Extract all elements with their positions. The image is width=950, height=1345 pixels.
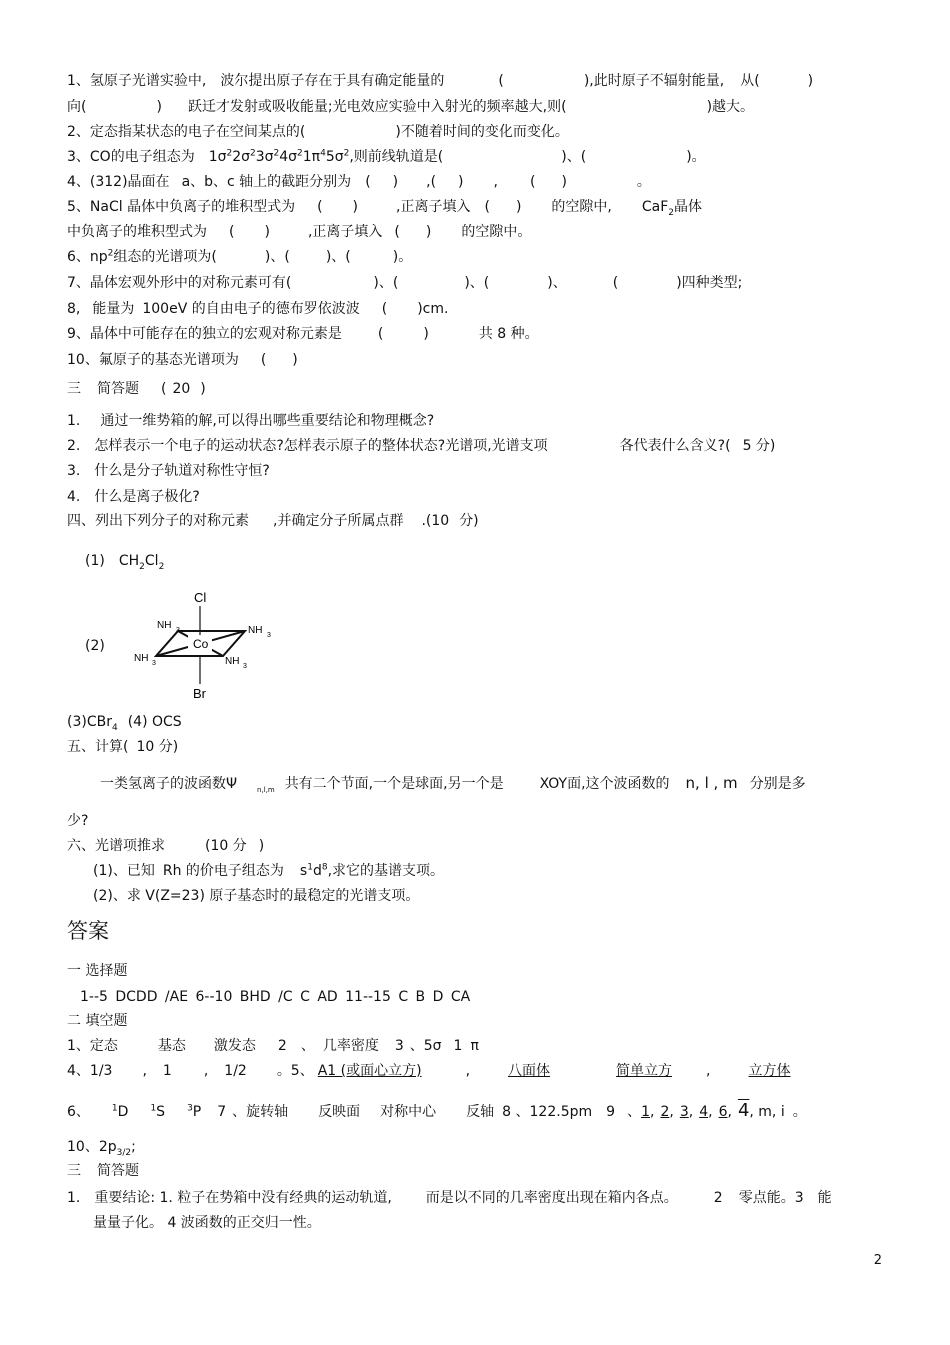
text: 几率密度: [322, 1038, 379, 1054]
text: 、5σ: [409, 1038, 442, 1054]
fill-q7: [67, 274, 742, 292]
text: ,: [142, 1063, 147, 1079]
text: ): [425, 224, 432, 240]
text: 各代表什么含义?(: [619, 438, 731, 454]
text: 一 选择题: [67, 963, 128, 979]
text: D: [117, 1104, 129, 1120]
text: 2、定态指某状态的电子在空间某点的(: [67, 124, 306, 140]
text: 3: [679, 1104, 689, 1120]
fill-q3: [67, 148, 706, 166]
text: ,: [493, 174, 498, 190]
text: 重要结论: 1. 粒子在势箱中没有经典的运动轨道,: [94, 1190, 392, 1206]
answers-s3-title: [67, 1162, 139, 1180]
text: 分): [459, 513, 479, 529]
sup: 2: [297, 148, 303, 159]
text: 8,: [67, 301, 81, 317]
text: 立方体: [748, 1063, 791, 1079]
text: 反轴: [466, 1104, 495, 1120]
text: 1: [453, 1038, 463, 1054]
text: )、(: [325, 249, 351, 265]
text: 对称中心: [380, 1104, 437, 1120]
fill-q10: [67, 351, 298, 369]
text: (: [377, 326, 384, 342]
text: )。: [392, 249, 413, 265]
text: 跃迁才发射或吸收能量;光电效应实验中入射光的频率越大,则(: [187, 99, 567, 115]
text: n, l , m: [685, 774, 738, 792]
text: (1)、已知: [93, 863, 155, 879]
sup: 1: [150, 1103, 157, 1114]
text: 三: [67, 381, 81, 397]
text: 5 分): [742, 438, 776, 454]
text: 9、晶体中可能存在的独立的宏观对称元素是: [67, 326, 342, 342]
section4-title: [67, 512, 479, 530]
text: ): [292, 352, 298, 368]
text: 共 8 种。: [478, 326, 539, 342]
text: 零点能。3: [738, 1190, 804, 1206]
text: 1--5 DCDD /AE 6--10 BHD /C C AD 11--15 C B D CA: [80, 989, 471, 1005]
text: 基态: [157, 1038, 186, 1054]
answers-s1-body: [80, 988, 470, 1006]
text: 从(: [740, 73, 760, 89]
fill-q9: [67, 325, 539, 343]
sup: 2: [250, 148, 256, 159]
text: ;: [131, 1139, 136, 1155]
text: 100eV 的自由电子的德布罗依波波: [142, 301, 360, 317]
text: Cl: [144, 553, 159, 569]
text: ,(: [426, 174, 437, 190]
sub: 3: [152, 660, 156, 667]
text: (3)CBr: [67, 714, 112, 730]
text: 9: [606, 1104, 616, 1120]
answers-a10: [67, 1138, 136, 1156]
text: 激发态: [213, 1038, 256, 1054]
text: )越大。: [706, 99, 755, 115]
text: 能: [817, 1190, 832, 1206]
text: ,并确定分子所属点群: [273, 513, 404, 529]
sub: 3/2: [116, 1147, 132, 1158]
answers-s2-title: [67, 1012, 127, 1030]
text: )、: [547, 275, 567, 291]
fill-q2: [67, 123, 569, 141]
text: (: [229, 224, 235, 240]
text: ,: [649, 1104, 655, 1120]
text: 晶体: [674, 199, 703, 215]
text: 。5、: [276, 1063, 314, 1079]
text: P: [192, 1104, 202, 1120]
text: ): [258, 838, 265, 854]
text: (: [529, 174, 536, 190]
sub: 2: [158, 561, 165, 572]
text: 7: [217, 1104, 227, 1120]
text: ,: [465, 1063, 471, 1079]
sup: 8: [321, 862, 328, 873]
text: (: [484, 199, 490, 215]
text: 通过一维势箱的解,可以得出哪些重要结论和物理概念?: [100, 413, 435, 429]
text: 一类氢离子的波函数Ψ: [100, 776, 238, 792]
sup: 1: [111, 1103, 118, 1114]
fill-q5-line2: [67, 223, 531, 241]
text: (: [381, 301, 388, 317]
sub: n,l,m: [257, 785, 275, 794]
text: 、: [300, 1038, 315, 1054]
section5-body-line2: [67, 812, 88, 830]
text: s: [299, 863, 308, 879]
text: 1、氢原子光谱实验中,: [67, 73, 207, 89]
section5-title: [67, 738, 178, 756]
answers-heading: [67, 919, 109, 943]
section3-q3: [67, 462, 270, 480]
octahedral-complex-diagram: [130, 586, 290, 704]
text: 10、2p: [67, 1139, 117, 1155]
text: 四、列出下列分子的对称元素: [67, 513, 249, 529]
text: )四种类型;: [676, 275, 743, 291]
text: S: [156, 1104, 166, 1120]
text: ,: [688, 1104, 694, 1120]
text: XOY面,这个波函数的: [539, 776, 670, 792]
text: Rh 的价电子组态为: [162, 863, 284, 879]
text: 共有二个节面,一个是球面,另一个是: [284, 776, 504, 792]
text: 简答题: [97, 381, 139, 397]
fill-q1-line2: [67, 98, 754, 116]
text: 简答题: [97, 1163, 139, 1179]
text: )。: [686, 149, 706, 165]
text: 4: [699, 1104, 709, 1120]
text: (: [612, 275, 619, 291]
text: ): [561, 174, 567, 190]
text: 4: [737, 1100, 750, 1121]
answers-s3-a1-line2: [93, 1214, 321, 1232]
text: )cm.: [417, 301, 449, 317]
answers-s3-a1-line1: [67, 1189, 832, 1207]
text: ,求它的基谱支项。: [327, 863, 445, 879]
text: .(10: [421, 513, 450, 529]
text: 3σ: [255, 149, 274, 165]
ligand-nh3: NH: [225, 656, 240, 667]
text: )、(: [264, 249, 290, 265]
sub: 3: [267, 632, 271, 639]
text: 4、(312)晶面在: [67, 174, 170, 190]
text: (2)、求 V(Z=23) 原子基态时的最稳定的光谱支项。: [93, 888, 420, 904]
text: ),此时原子不辐射能量,: [583, 73, 725, 89]
text: 答案: [67, 919, 109, 943]
sup: 2: [273, 148, 280, 159]
text: 八面体: [508, 1063, 551, 1079]
text: 量量子化。 4 波函数的正交归一性。: [93, 1215, 321, 1231]
section3-title: [67, 380, 206, 398]
text: A1 (或面心立方): [317, 1063, 422, 1079]
section4-item34: [67, 713, 182, 731]
text: 6、: [67, 1104, 90, 1120]
text: ,正离子填入: [396, 199, 471, 215]
text: 。: [636, 174, 651, 190]
text: (: [394, 224, 400, 240]
text: )、(: [464, 275, 490, 291]
section3-q2: [67, 437, 775, 455]
text: 组态的光谱项为(: [113, 249, 217, 265]
sup: 2: [107, 248, 114, 259]
text: 什么是分子轨道对称性守恒?: [94, 463, 270, 479]
text: 少?: [67, 813, 89, 829]
text: 波尔提出原子存在于具有确定能量的: [220, 73, 445, 89]
text: (4) OCS: [127, 714, 182, 730]
text: ): [156, 99, 162, 115]
ligand-nh3: NH: [248, 625, 263, 636]
text: (: [260, 352, 267, 368]
text: ,: [708, 1104, 713, 1120]
text: 的空隙中,: [551, 199, 612, 215]
text: ): [200, 381, 206, 397]
fill-q8: [67, 300, 448, 318]
section3-q4: [67, 488, 200, 506]
text: ,: [706, 1063, 711, 1079]
section6-title: [67, 837, 264, 855]
text: CH: [118, 553, 140, 569]
section6-q1: [93, 862, 444, 880]
sub: 4: [111, 722, 118, 733]
ligand-nh3: NH: [134, 653, 149, 664]
section6-q2: [93, 887, 419, 905]
text: 反映面: [318, 1104, 361, 1120]
atom-br: Br: [193, 686, 206, 701]
answers-s1-title: [67, 962, 127, 980]
text: 3、CO的电子组态为: [67, 149, 195, 165]
sup: 2: [226, 148, 233, 159]
text: ): [515, 199, 522, 215]
text: ): [458, 174, 464, 190]
text: 而是以不同的几率密度出现在箱内各点。: [425, 1190, 678, 1206]
text: 向(: [67, 99, 87, 115]
text: 2: [713, 1190, 723, 1206]
text: 8 、122.5pm: [502, 1104, 593, 1120]
text: 20: [172, 381, 191, 397]
text: ,: [203, 1063, 209, 1079]
text: ,: [669, 1104, 674, 1120]
text: CaF: [641, 199, 669, 215]
fill-q5-line1: [67, 198, 702, 216]
text: 4σ: [279, 149, 298, 165]
text: 什么是离子极化?: [94, 489, 200, 505]
text: )不随着时间的变化而变化。: [395, 124, 569, 140]
text: ): [352, 199, 359, 215]
section3-q1: [67, 412, 434, 430]
text: 六、光谱项推求: [67, 838, 165, 854]
sub: 3: [176, 627, 180, 634]
text: 4、1/3: [67, 1063, 113, 1079]
text: 3.: [67, 463, 81, 479]
text: ,则前线轨道是(: [349, 149, 444, 165]
text: 5、NaCl 晶体中负离子的堆积型式为: [67, 199, 296, 215]
text: 4.: [67, 489, 81, 505]
text: 6、np: [67, 249, 108, 265]
sup: 2: [343, 148, 350, 159]
text: 10 分): [136, 739, 179, 755]
text: (10 分: [205, 838, 247, 854]
text: 。: [792, 1104, 807, 1120]
sup: 3: [187, 1103, 193, 1114]
sup: 4: [320, 148, 326, 159]
text: ): [807, 73, 814, 89]
text: (2): [85, 638, 105, 654]
fill-q6: [67, 248, 412, 266]
page-number: 2: [873, 1253, 882, 1268]
text: 1、定态: [67, 1038, 118, 1054]
text: d: [312, 863, 322, 879]
text: 1: [162, 1063, 172, 1079]
text: 2.: [67, 438, 81, 454]
atom-cl: Cl: [194, 590, 207, 605]
text: 二 填空题: [67, 1013, 128, 1029]
text: 1.: [67, 413, 81, 429]
sup: 1: [307, 862, 313, 873]
text: 中负离子的堆积型式为: [67, 224, 207, 240]
section5-body-line1: [100, 774, 806, 793]
text: 简单立方: [616, 1063, 673, 1079]
fill-q1-line1: [67, 72, 813, 90]
text: 2: [660, 1104, 670, 1120]
text: )、(: [373, 275, 399, 291]
text: 分别是多: [749, 776, 806, 792]
section4-item1: [85, 552, 164, 570]
text: )、(: [561, 149, 587, 165]
text: π: [470, 1038, 479, 1054]
text: ): [264, 224, 270, 240]
atom-co: Co: [193, 637, 209, 651]
text: , m, i: [749, 1104, 785, 1120]
text: 1π: [302, 149, 321, 165]
text: ,: [727, 1104, 732, 1120]
text: ,正离子填入: [307, 224, 383, 240]
sub: 2: [139, 561, 145, 572]
text: (: [317, 199, 323, 215]
text: 1σ: [208, 149, 227, 165]
ligand-nh3: NH: [157, 620, 172, 631]
text: 三: [67, 1163, 81, 1179]
text: (: [498, 73, 504, 89]
text: 6: [718, 1104, 728, 1120]
answers-a1: [67, 1037, 479, 1055]
section4-item2-label: [85, 637, 105, 655]
sub: 2: [668, 207, 675, 218]
text: 怎样表示一个电子的运动状态?怎样表示原子的整体状态?光谱项,光谱支项: [94, 438, 548, 454]
text: 2σ: [232, 149, 250, 165]
text: 3: [394, 1038, 404, 1054]
answers-a4-a5: [67, 1062, 811, 1080]
text: ): [423, 326, 429, 342]
text: (1): [85, 553, 105, 569]
text: 7、晶体宏观外形中的对称元素可有(: [67, 275, 292, 291]
text: 1.: [67, 1190, 81, 1206]
text: 1/2: [224, 1063, 247, 1079]
text: ): [392, 174, 399, 190]
text: 的空隙中。: [461, 224, 532, 240]
fill-q4: [67, 173, 651, 191]
text: 2: [277, 1038, 287, 1054]
text: 、: [627, 1104, 642, 1120]
answers-a6: [67, 1102, 807, 1121]
text: (: [161, 381, 167, 397]
text: (: [365, 174, 371, 190]
text: 5σ: [325, 149, 344, 165]
text: 10、氟原子的基态光谱项为: [67, 352, 239, 368]
text: a、b、c 轴上的截距分别为: [181, 174, 352, 190]
text: 五、计算(: [67, 739, 129, 755]
text: 能量为: [92, 301, 135, 317]
text: 1: [641, 1104, 650, 1120]
text: 、旋转轴: [232, 1104, 289, 1120]
sub: 3: [243, 663, 247, 670]
